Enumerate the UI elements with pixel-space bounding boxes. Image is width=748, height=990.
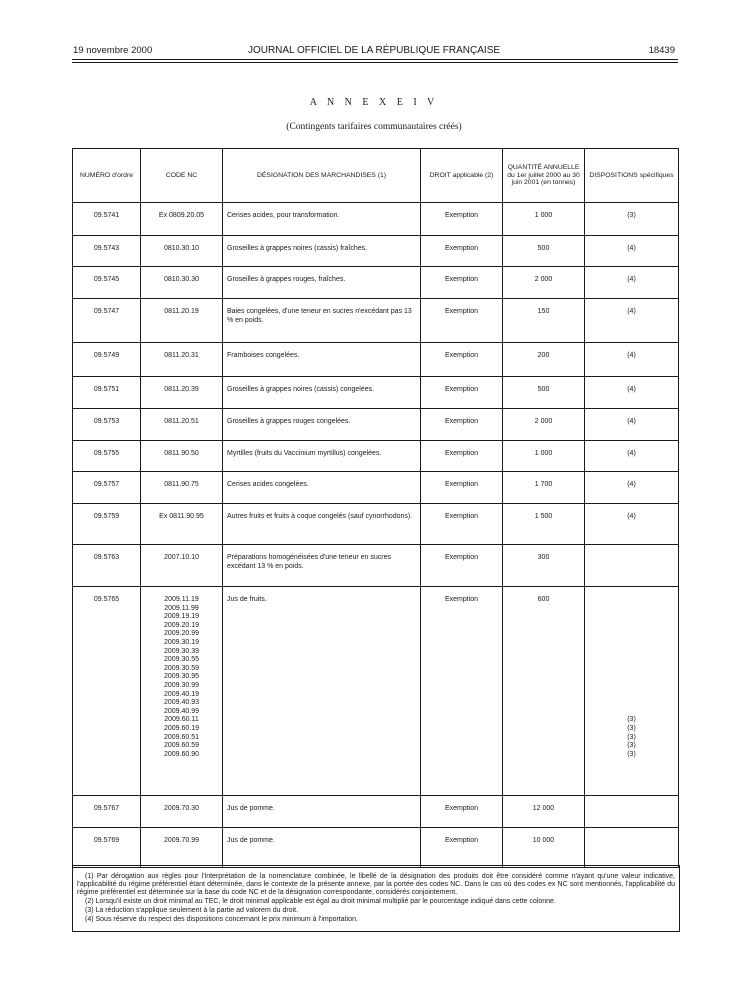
cell-dispositions: (4) (585, 299, 679, 343)
cell-dispositions: (4) (585, 504, 679, 545)
table-row (73, 203, 679, 236)
cell-droit: Exemption (421, 796, 503, 828)
header-numero: NUMÉRO d'ordre (73, 149, 141, 203)
cell-droit: Exemption (421, 441, 503, 472)
disposition-item (589, 708, 674, 717)
cell-designation: Cerises acides, pour transformation. (223, 203, 421, 236)
cell-droit: Exemption (421, 545, 503, 587)
code-nc-item: 2009.40.99 (163, 707, 200, 715)
cell-quantite: 150 (503, 299, 585, 343)
code-nc-item: 2009.20.19 (163, 621, 200, 629)
page-number: 18439 (648, 45, 675, 56)
disposition-item (589, 648, 674, 657)
table-row (73, 267, 679, 299)
cell-quantite: 200 (503, 343, 585, 377)
annex-subtitle: (Contingents tarifaires communautaires créés) (286, 122, 462, 132)
code-nc-item: 2009.40.19 (163, 690, 200, 698)
footnote-2: (2) Lorsqu'il existe un droit minimal au TEC, le droit minimal applicable est égal au droit minimal multiplié par le pourcentage indiqué dans cette colonne. (85, 898, 556, 906)
table-row (73, 472, 679, 504)
code-nc-item: 2009.30.19 (163, 638, 200, 646)
cell-code: Ex 0811.90.95 (141, 504, 223, 545)
disposition-item (589, 673, 674, 682)
disposition-item (589, 622, 674, 631)
code-nc-item: 2009.11.99 (164, 604, 199, 612)
code-nc-item: 2009.19.19 (163, 613, 200, 621)
code-nc-item: 2009.30.99 (163, 681, 200, 689)
cell-quantite: 1 500 (503, 504, 585, 545)
disposition-item (589, 656, 674, 665)
cell-dispositions: (4) (585, 377, 679, 409)
cell-code: 0810.30.10 (141, 236, 223, 267)
cell-code: 0811.90.50 (141, 441, 223, 472)
cell-numero: 09.5753 (73, 409, 141, 441)
cell-quantite: 2 000 (503, 267, 585, 299)
cell-numero: 09.5743 (73, 236, 141, 267)
disposition-item (589, 691, 674, 700)
disposition-item: (3) (627, 750, 636, 758)
cell-dispositions (585, 587, 679, 796)
cell-code: 0811.20.31 (141, 343, 223, 377)
table-row (73, 343, 679, 377)
header-quantite: QUANTITÉ ANNUELLE du 1er juillet 2000 au 30 juin 2001 (en tonnes) (503, 149, 585, 203)
table-header-row (73, 149, 679, 203)
cell-quantite: 10 000 (503, 828, 585, 868)
cell-numero: 09.5759 (73, 504, 141, 545)
cell-quantite: 300 (503, 545, 585, 587)
cell-droit: Exemption (421, 828, 503, 868)
code-nc-item: 2009.30.95 (163, 673, 200, 681)
cell-numero: 09.5757 (73, 472, 141, 504)
cell-numero: 09.5763 (73, 545, 141, 587)
tariff-quota-table (72, 148, 679, 868)
cell-dispositions (585, 545, 679, 587)
cell-designation: Préparations homogénéisées d'une teneur en sucres excédant 13 % en poids. (223, 545, 421, 587)
table-row (73, 587, 679, 796)
header-droit: DROIT applicable (2) (421, 149, 503, 203)
disposition-item (589, 699, 674, 708)
cell-designation: Myrtilles (fruits du Vaccinium myrtillus) congelées. (223, 441, 421, 472)
cell-code: 2009.70.99 (141, 828, 223, 868)
cell-designation: Baies congelées, d'une teneur en sucres n'excédant pas 13 % en poids. (223, 299, 421, 343)
cell-droit: Exemption (421, 587, 503, 796)
header-rule-bottom (72, 62, 678, 63)
footnotes-box (72, 865, 680, 932)
cell-quantite: 1 000 (503, 441, 585, 472)
disposition-item: (3) (627, 742, 636, 750)
cell-designation: Groseilles à grappes rouges congelées. (223, 409, 421, 441)
cell-dispositions: (4) (585, 409, 679, 441)
code-nc-item: 2009.11.19 (164, 596, 199, 603)
header-date: 19 novembre 2000 (73, 45, 153, 56)
code-nc-item: 2009.30.39 (163, 647, 200, 655)
cell-numero: 09.5751 (73, 377, 141, 409)
cell-designation: Jus de pomme. (223, 828, 421, 868)
journal-title: JOURNAL OFFICIEL DE LA RÉPUBLIQUE FRANÇAISE (247, 45, 501, 56)
cell-numero: 09.5767 (73, 796, 141, 828)
header-rule-top (72, 59, 678, 60)
header-code-nc: CODE NC (141, 149, 223, 203)
cell-designation: Jus de pomme. (223, 796, 421, 828)
code-nc-item: 2009.30.59 (163, 664, 200, 672)
cell-dispositions (585, 828, 679, 868)
table-row (73, 796, 679, 828)
cell-code: 0811.90.75 (141, 472, 223, 504)
cell-dispositions: (4) (585, 267, 679, 299)
cell-numero: 09.5741 (73, 203, 141, 236)
cell-designation: Groseilles à grappes rouges, fraîches. (223, 267, 421, 299)
code-nc-item: 2009.60.90 (163, 750, 200, 758)
cell-designation: Framboises congelées. (223, 343, 421, 377)
cell-code: 2007.10.10 (141, 545, 223, 587)
cell-code: 2009.70.30 (141, 796, 223, 828)
code-nc-item: 2009.60.59 (163, 742, 200, 750)
code-nc-item: 2009.60.51 (163, 733, 200, 741)
cell-designation: Autres fruits et fruits à coque congelés (sauf cynorrhodons). (223, 504, 421, 545)
cell-code: 0811.20.19 (141, 299, 223, 343)
cell-quantite: 2 000 (503, 409, 585, 441)
table-row (73, 377, 679, 409)
disposition-item: (3) (627, 716, 636, 724)
disposition-item (589, 665, 674, 674)
disposition-item (589, 630, 674, 639)
footnote-3: (3) La réduction s'applique seulement à la partie ad valorem du droit. (85, 907, 299, 915)
table-row (73, 828, 679, 868)
cell-designation: Groseilles à grappes noires (cassis) fraîches. (223, 236, 421, 267)
code-nc-item: 2009.20.99 (163, 630, 200, 638)
cell-dispositions: (4) (585, 236, 679, 267)
disposition-item (589, 682, 674, 691)
table-row (73, 236, 679, 267)
cell-droit: Exemption (421, 377, 503, 409)
cell-droit: Exemption (421, 267, 503, 299)
cell-droit: Exemption (421, 203, 503, 236)
cell-code: Ex 0809.20.05 (141, 203, 223, 236)
cell-quantite: 1 000 (503, 203, 585, 236)
cell-dispositions: (4) (585, 472, 679, 504)
cell-designation: Groseilles à grappes noires (cassis) congelées. (223, 377, 421, 409)
table-row (73, 504, 679, 545)
table-row (73, 409, 679, 441)
cell-droit: Exemption (421, 299, 503, 343)
code-nc-item: 2009.30.55 (163, 656, 200, 664)
cell-quantite: 1 700 (503, 472, 585, 504)
disposition-item (589, 596, 674, 605)
footnote-1: (1) Par dérogation aux règles pour l'interprétation de la nomenclature combinée, le libellé de la désignation des produits doit être considéré comme n'ayant qu'une valeur indicative, l'applicabilité du régime préférentiel étant déterminée, dans le contexte de la présente annexe, par la portée des codes NC. Dans le cas où des codes ex NC sont mentionnés, l'applicabilité du régime préférentiel est déterminée sur la base du code NC et de la désignation correspondante, considérés conjointement. (77, 873, 675, 897)
table-row (73, 441, 679, 472)
cell-numero: 09.5745 (73, 267, 141, 299)
footnote-4: (4) Sous réserve du respect des dispositions concernant le prix minimum à l'importation. (85, 916, 358, 924)
cell-dispositions: (4) (585, 441, 679, 472)
cell-quantite: 12 000 (503, 796, 585, 828)
cell-droit: Exemption (421, 472, 503, 504)
cell-code: 0811.20.39 (141, 377, 223, 409)
cell-numero: 09.5765 (73, 587, 141, 796)
code-nc-item: 2009.60.11 (164, 716, 199, 724)
cell-droit: Exemption (421, 236, 503, 267)
disposition-item (589, 605, 674, 614)
cell-designation: Cerises acides congelées. (223, 472, 421, 504)
disposition-item: (3) (627, 733, 636, 741)
cell-numero: 09.5749 (73, 343, 141, 377)
cell-numero: 09.5769 (73, 828, 141, 868)
cell-code: 0810.30.30 (141, 267, 223, 299)
cell-quantite: 500 (503, 377, 585, 409)
code-nc-item: 2009.40.93 (163, 699, 200, 707)
cell-dispositions: (4) (585, 343, 679, 377)
disposition-item (589, 613, 674, 622)
cell-droit: Exemption (421, 343, 503, 377)
cell-code (141, 587, 223, 796)
disposition-item (589, 639, 674, 648)
cell-numero: 09.5747 (73, 299, 141, 343)
table-row (73, 299, 679, 343)
code-nc-item: 2009.60.19 (163, 724, 200, 732)
cell-quantite: 600 (503, 587, 585, 796)
header-designation: DÉSIGNATION DES MARCHANDISES (1) (223, 149, 421, 203)
cell-designation: Jus de fruits. (223, 587, 421, 796)
cell-code: 0811.20.51 (141, 409, 223, 441)
table-row (73, 545, 679, 587)
table-body (73, 203, 679, 868)
cell-dispositions (585, 796, 679, 828)
cell-quantite: 500 (503, 236, 585, 267)
cell-numero: 09.5755 (73, 441, 141, 472)
disposition-item: (3) (627, 724, 636, 732)
cell-droit: Exemption (421, 409, 503, 441)
header-dispositions: DISPOSITIONS spécifiques (585, 149, 679, 203)
cell-droit: Exemption (421, 504, 503, 545)
annex-title: A N N E X E I V (309, 97, 439, 108)
cell-dispositions: (3) (585, 203, 679, 236)
